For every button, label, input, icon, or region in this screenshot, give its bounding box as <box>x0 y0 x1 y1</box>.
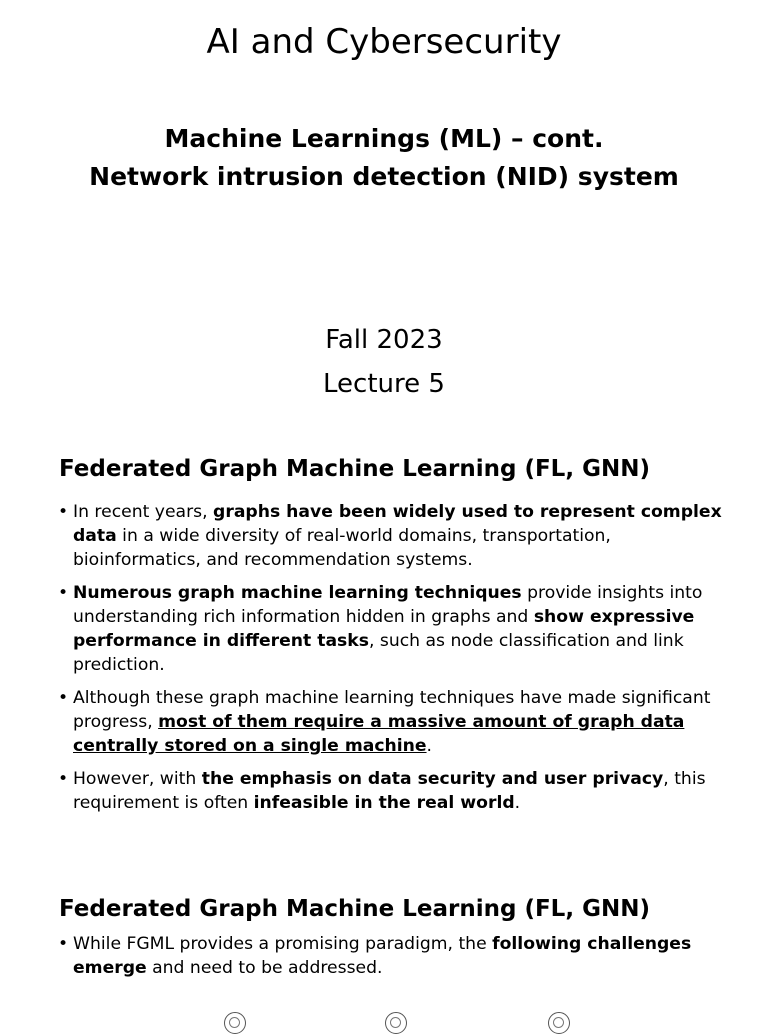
bullet-bold-text: infeasible in the real world <box>253 793 515 813</box>
bullet-bold-text: graphs have been widely used to represent complex data <box>73 502 722 546</box>
course-term <box>0 318 768 406</box>
bullet-bold-text: Numerous graph machine learning techniques <box>73 583 522 603</box>
bullet-text: , such as node classification and link prediction. <box>73 631 684 675</box>
bullet-list <box>58 500 723 824</box>
subtitle-line-2: Network intrusion detection (NID) system <box>89 162 679 191</box>
bullet-bold-underlined-text: most of them require a massive amount of graph data centrally stored on a single machine <box>73 712 685 756</box>
title-slide <box>0 0 768 430</box>
bullet-text: Although these graph machine learning techniques have made significant progress, <box>73 688 711 732</box>
lecture-label: Lecture 5 <box>323 369 445 399</box>
subtitle-line-1: Machine Learnings (ML) – cont. <box>164 124 604 153</box>
slide-subtitle <box>0 120 768 196</box>
bullet-text: and need to be addressed. <box>146 958 383 978</box>
bullet-item <box>58 767 723 815</box>
bullet-item <box>58 686 723 758</box>
bullet-item <box>58 581 723 677</box>
bullet-text: , this requirement is often <box>73 769 706 813</box>
bullet-text: While FGML provides a promising paradigm, the <box>73 934 493 954</box>
bullet-text: . <box>514 793 521 813</box>
term-label: Fall 2023 <box>325 325 443 355</box>
bullet-bold-text: the emphasis on data security and user privacy <box>201 769 664 789</box>
slide-heading: Federated Graph Machine Learning (FL, GNN) <box>59 456 650 482</box>
bullet-text: In recent years, <box>73 502 214 522</box>
bullet-text: However, with <box>73 769 202 789</box>
slide-title: AI and Cybersecurity <box>206 22 562 62</box>
bullet-text: . <box>426 736 433 756</box>
circle-icon <box>385 1012 407 1034</box>
bullet-bold-text: show expressive performance in different tasks <box>73 607 695 651</box>
circle-icon <box>224 1012 246 1034</box>
bullet-bold-text: following challenges emerge <box>73 934 692 978</box>
circle-icon <box>548 1012 570 1034</box>
bullet-item <box>58 932 723 980</box>
bullet-item <box>58 500 723 572</box>
slide-heading: Federated Graph Machine Learning (FL, GNN) <box>59 896 650 922</box>
bullet-text: provide insights into understanding rich information hidden in graphs and <box>73 583 703 627</box>
bullet-list <box>58 932 723 989</box>
bullet-text: in a wide diversity of real-world domains, transportation, bioinformatics, and recommendation systems. <box>73 526 611 570</box>
